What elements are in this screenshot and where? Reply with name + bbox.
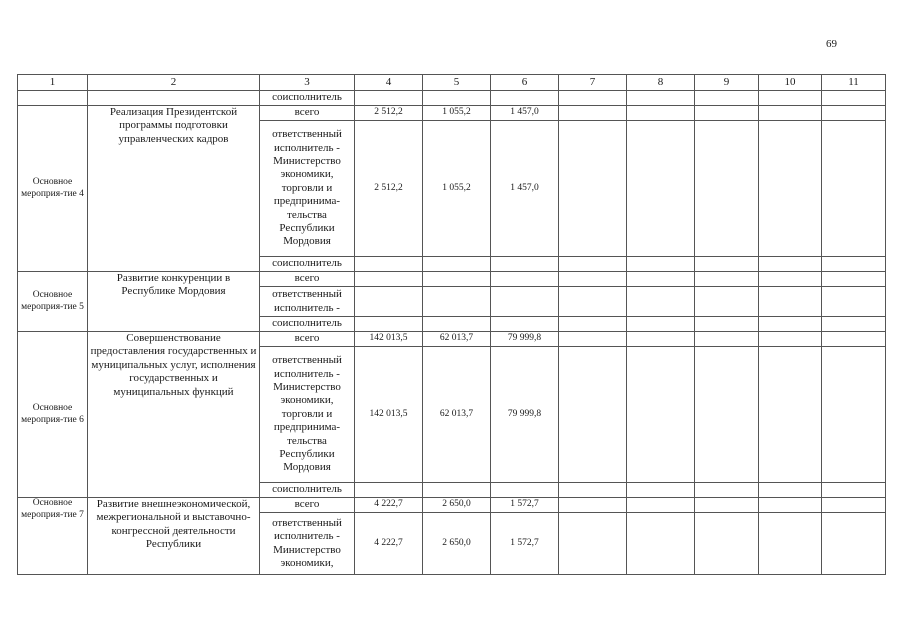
role-cell: ответственный исполнитель - bbox=[260, 287, 355, 317]
column-header: 4 bbox=[355, 75, 423, 91]
column-header: 9 bbox=[695, 75, 759, 91]
column-header: 11 bbox=[822, 75, 886, 91]
value-cell: 62 013,7 bbox=[423, 332, 491, 347]
role-cell: соисполнитель bbox=[260, 483, 355, 498]
role-cell: всего bbox=[260, 498, 355, 513]
value-cell: 2 512,2 bbox=[355, 121, 423, 257]
column-header: 10 bbox=[759, 75, 822, 91]
role-cell: ответственный исполнитель - Министерство экономики, торговли и предпринима-тельства Республики Мордовия bbox=[260, 347, 355, 483]
column-header: 8 bbox=[627, 75, 695, 91]
role-cell: ответственный исполнитель - Министерство экономики, торговли и предпринима-тельства Республики Мордовия bbox=[260, 121, 355, 257]
role-cell: соисполнитель bbox=[260, 317, 355, 332]
column-header: 1 bbox=[18, 75, 88, 91]
value-cell: 2 650,0 bbox=[423, 498, 491, 513]
value-cell: 2 650,0 bbox=[423, 513, 491, 575]
table-row bbox=[18, 332, 886, 347]
column-header: 2 bbox=[88, 75, 260, 91]
column-header: 3 bbox=[260, 75, 355, 91]
column-header: 6 bbox=[491, 75, 559, 91]
role-cell: соисполнитель bbox=[260, 257, 355, 272]
column-header: 7 bbox=[559, 75, 627, 91]
table-row bbox=[18, 272, 886, 287]
column-header: 5 bbox=[423, 75, 491, 91]
role-cell: всего bbox=[260, 272, 355, 287]
measure-label: Основное мероприя-тие 7 bbox=[18, 498, 88, 575]
role-cell: соисполнитель bbox=[260, 91, 355, 106]
measure-label: Основное мероприя-тие 4 bbox=[18, 106, 88, 272]
value-cell: 79 999,8 bbox=[491, 332, 559, 347]
value-cell: 2 512,2 bbox=[355, 106, 423, 121]
value-cell: 142 013,5 bbox=[355, 332, 423, 347]
value-cell: 62 013,7 bbox=[423, 347, 491, 483]
measure-name: Развитие конкуренции в Республике Мордовия bbox=[88, 272, 260, 332]
value-cell: 142 013,5 bbox=[355, 347, 423, 483]
measure-label: Основное мероприя-тие 6 bbox=[18, 332, 88, 498]
page-number: 69 bbox=[826, 38, 837, 50]
column-number-row bbox=[18, 75, 886, 91]
value-cell: 1 572,7 bbox=[491, 498, 559, 513]
role-cell: всего bbox=[260, 106, 355, 121]
table-row bbox=[18, 498, 886, 513]
role-cell: ответственный исполнитель - Министерство экономики, bbox=[260, 513, 355, 575]
table-row bbox=[18, 106, 886, 121]
role-cell: всего bbox=[260, 332, 355, 347]
value-cell: 4 222,7 bbox=[355, 513, 423, 575]
value-cell: 79 999,8 bbox=[491, 347, 559, 483]
measure-name: Совершенствование предоставления государственных и муниципальных услуг, исполнения государственных и муниципальных функций bbox=[88, 332, 260, 498]
value-cell: 1 572,7 bbox=[491, 513, 559, 575]
measure-name: Развитие внешнеэкономической, межрегиональной и выставочно-конгрессной деятельности Республики bbox=[88, 498, 260, 575]
value-cell: 1 457,0 bbox=[491, 106, 559, 121]
table-row bbox=[18, 91, 886, 106]
value-cell: 1 457,0 bbox=[491, 121, 559, 257]
value-cell: 1 055,2 bbox=[423, 121, 491, 257]
measure-label: Основное мероприя-тие 5 bbox=[18, 272, 88, 332]
measure-name: Реализация Президентской программы подготовки управленческих кадров bbox=[88, 106, 260, 272]
value-cell: 1 055,2 bbox=[423, 106, 491, 121]
value-cell: 4 222,7 bbox=[355, 498, 423, 513]
budget-table bbox=[17, 74, 886, 575]
